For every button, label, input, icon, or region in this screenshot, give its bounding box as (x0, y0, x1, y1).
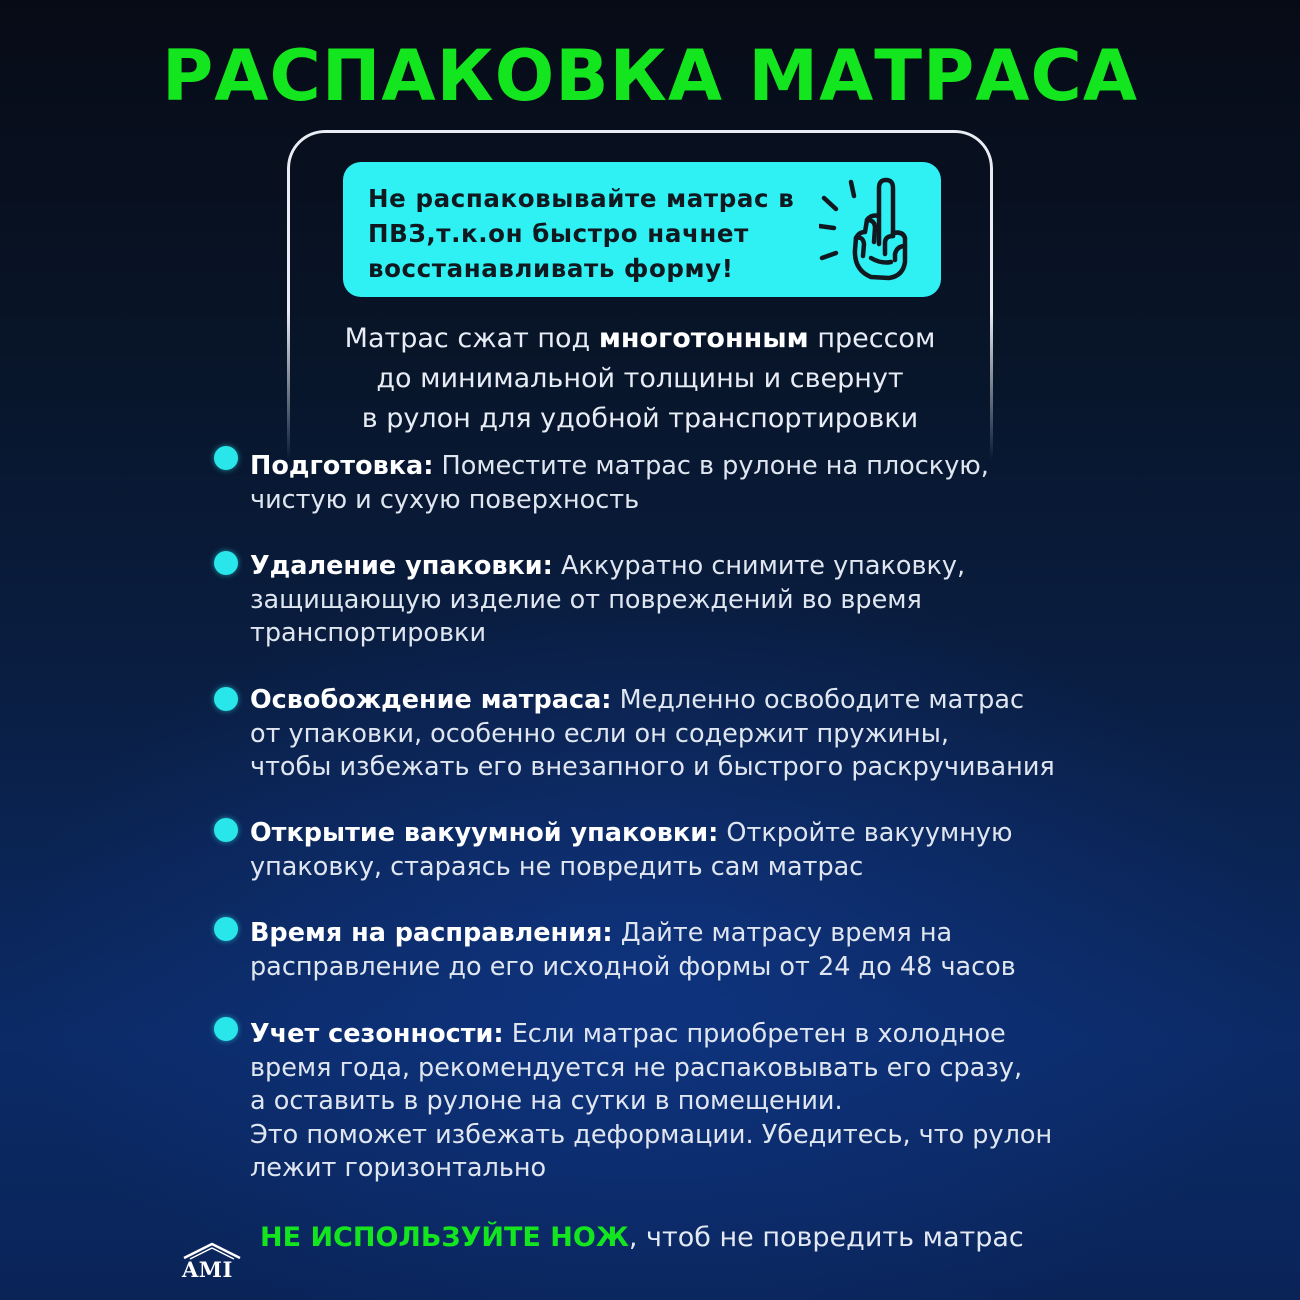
intro-part: Матрас сжат под (344, 323, 599, 354)
step-line: Это поможет избежать деформации. Убедитесь, что рулон (250, 1119, 1053, 1150)
step-heading: Освобождение матраса: (250, 685, 612, 715)
step-text: Если матрас приобретен в холодное (503, 1019, 1006, 1049)
step-line: чтобы избежать его внезапного и быстрого раскручивания (250, 752, 1055, 782)
list-item (250, 1018, 1110, 1186)
step-line: время года, рекомендуется не распаковывать его сразу, (250, 1052, 1023, 1083)
warning-text (368, 181, 838, 286)
step-heading: Учет сезонности: (250, 1019, 504, 1049)
bullet-dot (214, 446, 238, 470)
step-text: Аккуратно снимите упаковку, (552, 551, 966, 581)
intro-part: прессом (808, 323, 936, 354)
step-text: Дайте матрасу время на (612, 918, 953, 948)
intro-line: в рулон для удобной транспортировки (361, 403, 919, 434)
list-item (250, 817, 1110, 884)
step-heading: Удаление упаковки: (250, 551, 553, 581)
bullet-dot (214, 1017, 238, 1041)
warning-banner (343, 162, 941, 297)
step-text: Откройте вакуумную (718, 818, 1013, 848)
footer-accent: НЕ ИСПОЛЬЗУЙТЕ НОЖ (260, 1222, 629, 1253)
logo-text: AMI (182, 1257, 233, 1282)
list-item (250, 684, 1110, 785)
footer-note (260, 1220, 1160, 1256)
intro-line: до минимальной толщины и свернут (376, 363, 904, 394)
intro-emphasis: многотонным (598, 323, 809, 354)
step-line: а оставить в рулоне на сутки в помещении. (250, 1086, 843, 1116)
step-heading: Время на расправления: (250, 918, 613, 948)
step-line: чистую и сухую поверхность (250, 484, 640, 515)
list-item (250, 450, 1110, 517)
step-heading: Подготовка: (250, 451, 434, 481)
step-line: упаковку, стараясь не повредить сам матрас (250, 851, 864, 882)
page-title: РАСПАКОВКА МАТРАСА (161, 35, 1139, 117)
footer-text: , чтоб не повредить матрас (628, 1222, 1024, 1253)
step-line: расправление до его исходной формы от 24 до 48 часов (250, 951, 1016, 982)
step-line: от упаковки, особенно если он содержит пружины, (250, 718, 949, 749)
intro-text (290, 319, 990, 439)
warning-line: Не распаковывайте матрас в (368, 184, 795, 213)
step-heading: Открытие вакуумной упаковки: (250, 818, 719, 848)
bullet-dot (214, 917, 238, 941)
list-item (250, 550, 1110, 651)
bullet-dot (214, 818, 238, 842)
step-line: лежит горизонтально (250, 1153, 547, 1183)
warning-line: восстанавливать форму! (368, 254, 734, 283)
step-line: защищающую изделие от повреждений во время (250, 584, 922, 615)
step-text: Медленно освободите матрас (611, 685, 1024, 715)
bullet-dot (214, 687, 238, 711)
list-item (250, 917, 1110, 984)
step-text: Поместите матрас в рулоне на плоскую, (433, 451, 989, 481)
brand-logo (180, 1241, 244, 1281)
bullet-dot (214, 551, 238, 575)
warning-line: ПВЗ,т.к.он быстро начнет (368, 219, 749, 248)
raised-index-finger-icon (819, 176, 929, 284)
step-line: транспортировки (250, 618, 487, 648)
